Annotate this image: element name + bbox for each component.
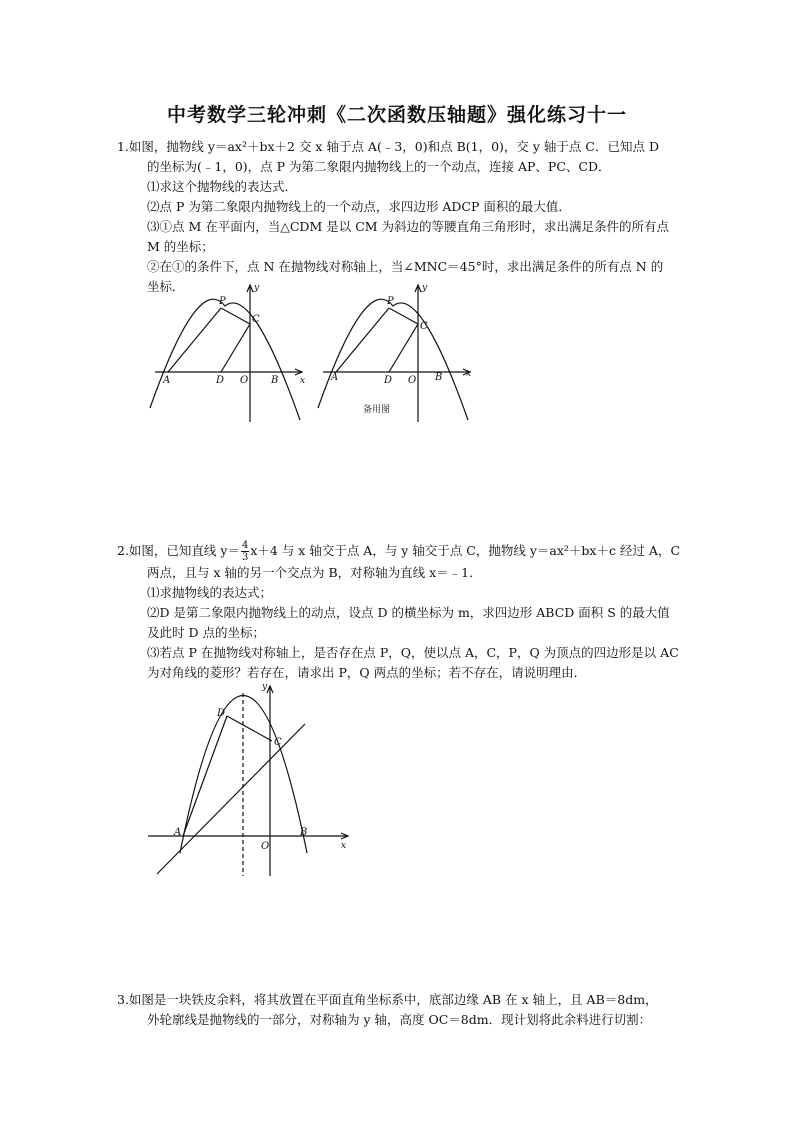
figure-1-main	[150, 283, 305, 422]
label-b: B	[435, 372, 443, 383]
q1-sub-2: ⑵点 P 为第二象限内抛物线上的一个动点，求四边形 ADCP 面积的最大值．	[147, 199, 571, 214]
label-a: A	[331, 372, 339, 383]
segment-ad	[183, 716, 227, 836]
figure-1-spare	[318, 283, 471, 422]
segment-cd	[389, 324, 418, 372]
q2-line-2: 两点，且与 x 轴的另一个交点为 B，对称轴为直线 x＝﹣1．	[147, 565, 482, 580]
q2-line-1-prefix: 2.如图，已知直线 y＝	[117, 543, 240, 558]
fraction	[241, 540, 249, 563]
label-o: O	[408, 375, 417, 386]
q2-line-1	[117, 540, 717, 563]
q2-line-1-suffix: x＋4 与 x 轴交于点 A，与 y 轴交于点 C，抛物线 y＝ax²＋bx＋c 经过 A，C	[250, 543, 681, 558]
segment-cd	[221, 324, 250, 372]
segment-pc	[389, 308, 418, 324]
label-x: x	[341, 841, 347, 851]
label-c: C	[420, 321, 428, 332]
label-p: P	[387, 296, 394, 307]
label-x: x	[466, 369, 472, 379]
parabola-curve	[318, 299, 468, 420]
q2-sub-3a: ⑶若点 P 在抛物线对称轴上，是否存在点 P，Q，使以点 A，C，P，Q 为顶点的四边形是以 AC	[147, 645, 679, 660]
label-y: y	[254, 283, 260, 293]
q3-line-2: 外轮廓线是抛物线的一部分，对称轴为 y 轴，高度 OC＝8dm．现计划将此余料进行切割：	[147, 1012, 652, 1027]
q1-sub-1: ⑴求这个抛物线的表达式．	[147, 179, 298, 194]
figure-1	[140, 280, 490, 425]
q1-line-2: 的坐标为(﹣1，0)，点 P 为第二象限内抛物线上的一个动点，连接 AP、PC、CD．	[147, 159, 611, 174]
q1-sub-4a: ②在①的条件下，点 N 在抛物线对称轴上，当∠MNC＝45°时，求出满足条件的所有点 N 的	[147, 259, 664, 274]
q2-sub-1: ⑴求抛物线的表达式；	[147, 585, 273, 600]
question-3	[117, 990, 717, 1030]
spare-figure-caption: 备用图	[363, 405, 391, 415]
question-2	[117, 540, 717, 683]
question-1	[117, 137, 717, 297]
label-b: B	[300, 827, 308, 838]
label-o: O	[261, 841, 270, 852]
label-a: A	[174, 827, 182, 838]
segment-ap	[336, 308, 389, 372]
label-o: O	[240, 375, 249, 386]
q2-sub-2a: ⑵D 是第二象限内抛物线上的动点，设点 D 的横坐标为 m，求四边形 ABCD 面积 S 的最大值	[147, 605, 670, 620]
label-c: C	[274, 737, 282, 748]
label-y: y	[262, 682, 268, 692]
q2-sub-2b: 及此时 D 点的坐标；	[147, 625, 265, 640]
label-a: A	[163, 375, 171, 386]
label-p: P	[219, 296, 226, 307]
q2-sub-3b: 为对角线的菱形？若存在，请求出 P，Q 两点的坐标；若不存在，请说明理由．	[147, 665, 587, 680]
label-c: C	[252, 314, 260, 325]
q1-sub-4b: 坐标．	[147, 279, 185, 294]
segment-dc	[227, 716, 272, 741]
label-d: D	[384, 375, 393, 386]
line-ac	[157, 724, 308, 874]
fraction-denominator: 3	[241, 552, 249, 563]
fraction-numerator: 4	[241, 540, 249, 551]
segment-ap	[168, 308, 221, 372]
q1-sub-3b: M 的坐标；	[147, 239, 214, 254]
label-d: D	[217, 708, 226, 719]
q1-line-1: 1.如图，抛物线 y＝ax²＋bx＋2 交 x 轴于点 A(﹣3，0)和点 B(1，0)，交 y 轴于点 C．已知点 D	[117, 139, 659, 154]
page-title: 中考数学三轮冲刺《二次函数压轴题》强化练习十一	[166, 104, 627, 126]
q3-line-1: 3.如图是一块铁皮余料，将其放置在平面直角坐标系中，底部边缘 AB 在 x 轴上，且 AB＝8dm，	[117, 992, 658, 1007]
label-y: y	[422, 283, 428, 293]
label-b: B	[271, 375, 279, 386]
segment-pc	[221, 308, 250, 324]
label-x: x	[300, 376, 306, 386]
label-d: D	[216, 375, 225, 386]
parabola-curve	[150, 299, 300, 420]
figure-2	[145, 678, 355, 878]
q1-sub-3a: ⑶①点 M 在平面内，当△CDM 是以 CM 为斜边的等腰直角三角形时，求出满足条件的所有点	[147, 219, 670, 234]
